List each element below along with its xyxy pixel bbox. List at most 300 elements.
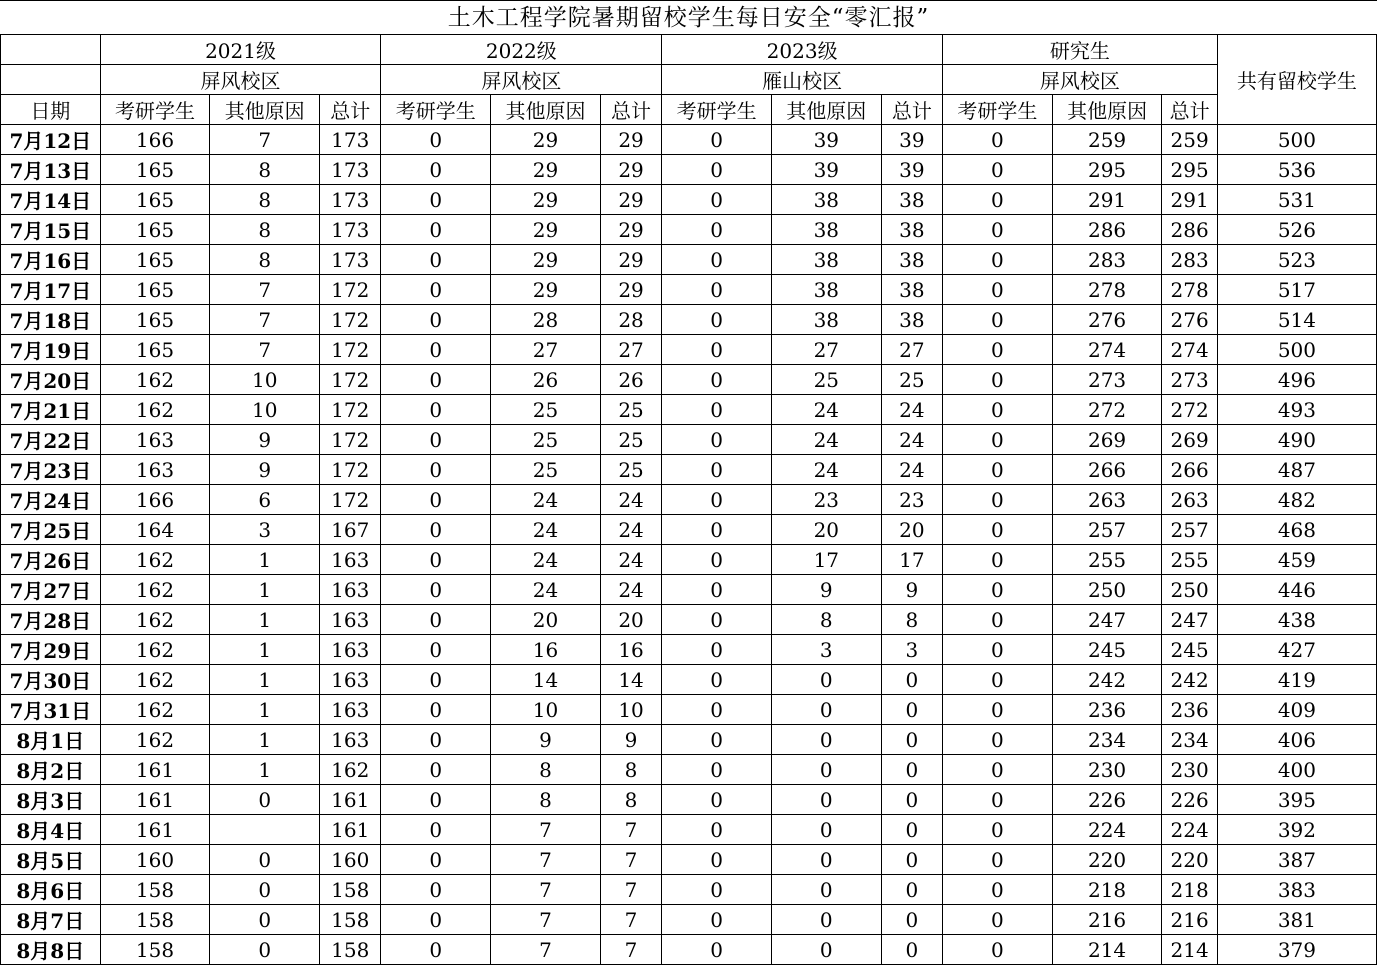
value-cell: 27: [600, 335, 661, 365]
value-cell: 286: [1052, 215, 1162, 245]
total-students-cell: 536: [1217, 155, 1376, 185]
table-row: [1, 515, 1377, 545]
value-cell: 0: [943, 815, 1053, 845]
value-cell: 0: [662, 155, 772, 185]
value-cell: 161: [100, 815, 210, 845]
value-cell: 0: [943, 425, 1053, 455]
value-cell: 166: [100, 125, 210, 155]
value-cell: 0: [771, 695, 881, 725]
value-cell: 7: [491, 845, 601, 875]
value-cell: 20: [881, 515, 942, 545]
value-cell: 0: [381, 275, 491, 305]
total-students-cell: 482: [1217, 485, 1376, 515]
value-cell: 7: [210, 335, 320, 365]
date-cell: 7月22日: [1, 425, 101, 455]
value-cell: 0: [381, 395, 491, 425]
value-cell: 0: [943, 455, 1053, 485]
value-cell: 0: [662, 875, 772, 905]
value-cell: 173: [320, 125, 381, 155]
date-cell: 7月17日: [1, 275, 101, 305]
value-cell: 0: [943, 545, 1053, 575]
value-cell: 276: [1162, 305, 1217, 335]
value-cell: 0: [662, 755, 772, 785]
value-cell: 7: [491, 935, 601, 965]
value-cell: 162: [100, 695, 210, 725]
value-cell: 25: [600, 455, 661, 485]
value-cell: 172: [320, 455, 381, 485]
value-cell: 224: [1162, 815, 1217, 845]
value-cell: 29: [600, 125, 661, 155]
value-cell: 7: [600, 905, 661, 935]
value-cell: 0: [662, 815, 772, 845]
value-cell: 38: [771, 275, 881, 305]
value-cell: 24: [491, 485, 601, 515]
date-cell: 7月26日: [1, 545, 101, 575]
date-cell: 7月16日: [1, 245, 101, 275]
value-cell: 7: [600, 845, 661, 875]
header-empty-cell: [1, 35, 101, 65]
table-row: [1, 545, 1377, 575]
value-cell: 0: [381, 545, 491, 575]
value-cell: 250: [1052, 575, 1162, 605]
value-cell: 39: [771, 125, 881, 155]
value-cell: 7: [491, 875, 601, 905]
value-cell: 0: [210, 905, 320, 935]
table-row: [1, 335, 1377, 365]
value-cell: 0: [943, 725, 1053, 755]
value-cell: 242: [1052, 665, 1162, 695]
total-students-cell: 526: [1217, 215, 1376, 245]
value-cell: 165: [100, 305, 210, 335]
value-cell: 161: [100, 755, 210, 785]
value-cell: 24: [600, 515, 661, 545]
value-cell: 173: [320, 245, 381, 275]
value-cell: 172: [320, 365, 381, 395]
total-students-cell: 500: [1217, 335, 1376, 365]
value-cell: 0: [943, 905, 1053, 935]
value-cell: 162: [100, 725, 210, 755]
grade-header-2022: 2022级: [381, 35, 662, 65]
value-cell: 0: [381, 875, 491, 905]
value-cell: 161: [320, 785, 381, 815]
total-students-cell: 381: [1217, 905, 1376, 935]
table-row: [1, 215, 1377, 245]
value-cell: 283: [1162, 245, 1217, 275]
value-cell: 17: [881, 545, 942, 575]
value-cell: 0: [943, 305, 1053, 335]
value-cell: 0: [943, 185, 1053, 215]
total-students-cell: 514: [1217, 305, 1376, 335]
col-header-exam: 考研学生: [381, 95, 491, 125]
value-cell: 0: [210, 875, 320, 905]
table-row: [1, 425, 1377, 455]
value-cell: 0: [943, 875, 1053, 905]
table-row: [1, 815, 1377, 845]
value-cell: 0: [771, 845, 881, 875]
value-cell: 0: [662, 455, 772, 485]
table-row: [1, 665, 1377, 695]
total-students-cell: 468: [1217, 515, 1376, 545]
value-cell: 230: [1052, 755, 1162, 785]
date-cell: 7月31日: [1, 695, 101, 725]
value-cell: 8: [600, 785, 661, 815]
value-cell: 8: [600, 755, 661, 785]
value-cell: 0: [771, 665, 881, 695]
value-cell: 220: [1052, 845, 1162, 875]
value-cell: 38: [771, 185, 881, 215]
value-cell: 7: [600, 875, 661, 905]
value-cell: 163: [320, 725, 381, 755]
date-cell: 7月18日: [1, 305, 101, 335]
value-cell: 9: [771, 575, 881, 605]
value-cell: 162: [100, 665, 210, 695]
campus-header-2023: 雁山校区: [662, 65, 943, 95]
date-cell: 8月4日: [1, 815, 101, 845]
value-cell: 163: [320, 695, 381, 725]
value-cell: 9: [491, 725, 601, 755]
value-cell: 23: [771, 485, 881, 515]
total-students-cell: 490: [1217, 425, 1376, 455]
col-header-total: 总计: [320, 95, 381, 125]
value-cell: 17: [771, 545, 881, 575]
value-cell: 20: [771, 515, 881, 545]
total-students-cell: 387: [1217, 845, 1376, 875]
value-cell: 0: [662, 635, 772, 665]
value-cell: 0: [662, 185, 772, 215]
value-cell: 165: [100, 155, 210, 185]
value-cell: 7: [210, 305, 320, 335]
value-cell: 27: [491, 335, 601, 365]
value-cell: 0: [662, 365, 772, 395]
value-cell: 216: [1162, 905, 1217, 935]
value-cell: 272: [1162, 395, 1217, 425]
value-cell: 242: [1162, 665, 1217, 695]
value-cell: 0: [210, 785, 320, 815]
value-cell: 24: [491, 575, 601, 605]
value-cell: 257: [1052, 515, 1162, 545]
value-cell: 0: [943, 245, 1053, 275]
value-cell: 1: [210, 725, 320, 755]
value-cell: 0: [381, 845, 491, 875]
value-cell: 0: [771, 785, 881, 815]
value-cell: 0: [771, 725, 881, 755]
value-cell: 163: [100, 425, 210, 455]
value-cell: 160: [100, 845, 210, 875]
value-cell: 273: [1162, 365, 1217, 395]
value-cell: 172: [320, 485, 381, 515]
value-cell: 0: [662, 275, 772, 305]
date-column-header: 日期: [1, 95, 101, 125]
value-cell: 0: [881, 905, 942, 935]
date-cell: 7月29日: [1, 635, 101, 665]
value-cell: 7: [491, 815, 601, 845]
date-cell: 7月19日: [1, 335, 101, 365]
table-row: [1, 935, 1377, 965]
total-students-cell: 517: [1217, 275, 1376, 305]
table-row: [1, 245, 1377, 275]
value-cell: 165: [100, 335, 210, 365]
value-cell: 218: [1162, 875, 1217, 905]
value-cell: 28: [600, 305, 661, 335]
value-cell: 0: [943, 275, 1053, 305]
value-cell: 0: [771, 935, 881, 965]
col-header-other: 其他原因: [491, 95, 601, 125]
value-cell: 3: [210, 515, 320, 545]
value-cell: 162: [100, 575, 210, 605]
value-cell: 165: [100, 185, 210, 215]
table-row: [1, 185, 1377, 215]
value-cell: 8: [771, 605, 881, 635]
value-cell: 0: [381, 515, 491, 545]
col-header-total: 总计: [881, 95, 942, 125]
value-cell: 25: [491, 395, 601, 425]
value-cell: 286: [1162, 215, 1217, 245]
value-cell: 165: [100, 245, 210, 275]
value-cell: 0: [381, 575, 491, 605]
table-body: [1, 125, 1377, 965]
value-cell: 6: [210, 485, 320, 515]
value-cell: 0: [662, 515, 772, 545]
grade-header-graduate: 研究生: [943, 35, 1218, 65]
value-cell: 295: [1052, 155, 1162, 185]
value-cell: 0: [381, 245, 491, 275]
col-header-other: 其他原因: [771, 95, 881, 125]
value-cell: 7: [600, 815, 661, 845]
value-cell: 165: [100, 215, 210, 245]
campus-header-graduate: 屏风校区: [943, 65, 1218, 95]
value-cell: 10: [210, 365, 320, 395]
value-cell: 7: [210, 275, 320, 305]
value-cell: 278: [1162, 275, 1217, 305]
total-students-cell: 446: [1217, 575, 1376, 605]
table-row: [1, 155, 1377, 185]
value-cell: 0: [662, 305, 772, 335]
value-cell: 0: [881, 815, 942, 845]
value-cell: 0: [381, 935, 491, 965]
value-cell: 24: [491, 515, 601, 545]
value-cell: 25: [491, 425, 601, 455]
value-cell: 0: [881, 695, 942, 725]
value-cell: 173: [320, 215, 381, 245]
value-cell: 234: [1162, 725, 1217, 755]
value-cell: 0: [771, 755, 881, 785]
value-cell: 158: [100, 875, 210, 905]
value-cell: 230: [1162, 755, 1217, 785]
value-cell: 1: [210, 635, 320, 665]
value-cell: 214: [1052, 935, 1162, 965]
value-cell: 29: [600, 155, 661, 185]
value-cell: 38: [771, 215, 881, 245]
value-cell: 29: [491, 215, 601, 245]
col-header-exam: 考研学生: [100, 95, 210, 125]
value-cell: 38: [881, 185, 942, 215]
value-cell: 0: [943, 785, 1053, 815]
total-students-cell: 406: [1217, 725, 1376, 755]
value-cell: 0: [662, 905, 772, 935]
value-cell: 214: [1162, 935, 1217, 965]
value-cell: 1: [210, 605, 320, 635]
value-cell: 39: [881, 155, 942, 185]
value-cell: 16: [600, 635, 661, 665]
date-cell: 7月24日: [1, 485, 101, 515]
value-cell: 216: [1052, 905, 1162, 935]
value-cell: 9: [881, 575, 942, 605]
date-cell: 7月30日: [1, 665, 101, 695]
value-cell: 166: [100, 485, 210, 515]
date-cell: 7月27日: [1, 575, 101, 605]
value-cell: 0: [771, 875, 881, 905]
value-cell: 0: [943, 695, 1053, 725]
value-cell: 0: [881, 785, 942, 815]
value-cell: 0: [881, 665, 942, 695]
value-cell: 172: [320, 275, 381, 305]
value-cell: 295: [1162, 155, 1217, 185]
value-cell: 0: [943, 365, 1053, 395]
value-cell: 158: [100, 905, 210, 935]
value-cell: 24: [771, 425, 881, 455]
value-cell: 0: [381, 785, 491, 815]
value-cell: 24: [600, 575, 661, 605]
value-cell: 158: [320, 905, 381, 935]
value-cell: 283: [1052, 245, 1162, 275]
value-cell: 0: [662, 605, 772, 635]
value-cell: 1: [210, 545, 320, 575]
date-cell: 8月2日: [1, 755, 101, 785]
value-cell: 29: [491, 155, 601, 185]
date-cell: 8月5日: [1, 845, 101, 875]
value-cell: 164: [100, 515, 210, 545]
value-cell: 0: [381, 305, 491, 335]
date-cell: 7月13日: [1, 155, 101, 185]
table-row: [1, 635, 1377, 665]
value-cell: 0: [943, 125, 1053, 155]
date-cell: 7月14日: [1, 185, 101, 215]
value-cell: 24: [491, 545, 601, 575]
value-cell: 29: [491, 125, 601, 155]
value-cell: 272: [1052, 395, 1162, 425]
table-row: [1, 125, 1377, 155]
table-row: [1, 365, 1377, 395]
total-students-cell: 409: [1217, 695, 1376, 725]
total-students-cell: 419: [1217, 665, 1376, 695]
value-cell: 0: [381, 905, 491, 935]
value-cell: 14: [491, 665, 601, 695]
date-cell: 8月8日: [1, 935, 101, 965]
value-cell: 27: [771, 335, 881, 365]
table-header: [1, 35, 1377, 125]
value-cell: 161: [320, 815, 381, 845]
value-cell: 26: [491, 365, 601, 395]
value-cell: 162: [100, 395, 210, 425]
value-cell: 173: [320, 155, 381, 185]
value-cell: 0: [381, 725, 491, 755]
value-cell: 29: [491, 185, 601, 215]
date-cell: 8月3日: [1, 785, 101, 815]
value-cell: 0: [943, 575, 1053, 605]
value-cell: 236: [1052, 695, 1162, 725]
value-cell: 163: [320, 575, 381, 605]
header-row-campus: [1, 65, 1377, 95]
value-cell: 23: [881, 485, 942, 515]
value-cell: 250: [1162, 575, 1217, 605]
header-row-columns: [1, 95, 1377, 125]
value-cell: 29: [600, 245, 661, 275]
value-cell: 266: [1052, 455, 1162, 485]
value-cell: 0: [381, 455, 491, 485]
value-cell: 0: [381, 815, 491, 845]
value-cell: 0: [381, 185, 491, 215]
table-row: [1, 695, 1377, 725]
value-cell: 39: [771, 155, 881, 185]
value-cell: 8: [210, 215, 320, 245]
value-cell: 25: [491, 455, 601, 485]
value-cell: 3: [771, 635, 881, 665]
value-cell: 172: [320, 335, 381, 365]
value-cell: 172: [320, 425, 381, 455]
value-cell: 0: [381, 125, 491, 155]
value-cell: 0: [381, 755, 491, 785]
value-cell: 0: [662, 935, 772, 965]
value-cell: 158: [320, 875, 381, 905]
value-cell: 0: [662, 785, 772, 815]
value-cell: 278: [1052, 275, 1162, 305]
value-cell: 167: [320, 515, 381, 545]
table-row: [1, 305, 1377, 335]
value-cell: 163: [320, 545, 381, 575]
value-cell: 9: [600, 725, 661, 755]
value-cell: 0: [381, 215, 491, 245]
value-cell: 158: [320, 935, 381, 965]
value-cell: 0: [381, 485, 491, 515]
value-cell: 276: [1052, 305, 1162, 335]
value-cell: 14: [600, 665, 661, 695]
date-cell: 7月23日: [1, 455, 101, 485]
value-cell: 162: [100, 635, 210, 665]
total-students-cell: 427: [1217, 635, 1376, 665]
value-cell: 0: [943, 845, 1053, 875]
table-row: [1, 725, 1377, 755]
col-header-exam: 考研学生: [662, 95, 772, 125]
value-cell: 0: [943, 485, 1053, 515]
value-cell: 163: [320, 635, 381, 665]
total-students-cell: 400: [1217, 755, 1376, 785]
grade-header-2023: 2023级: [662, 35, 943, 65]
value-cell: 8: [210, 155, 320, 185]
value-cell: [210, 815, 320, 845]
header-row-grade: [1, 35, 1377, 65]
value-cell: 274: [1052, 335, 1162, 365]
value-cell: 255: [1162, 545, 1217, 575]
table-row: [1, 905, 1377, 935]
value-cell: 24: [600, 485, 661, 515]
value-cell: 29: [600, 275, 661, 305]
total-students-cell: 523: [1217, 245, 1376, 275]
value-cell: 8: [210, 245, 320, 275]
value-cell: 158: [100, 935, 210, 965]
col-header-exam: 考研学生: [943, 95, 1053, 125]
value-cell: 25: [771, 365, 881, 395]
date-cell: 8月1日: [1, 725, 101, 755]
date-cell: 7月21日: [1, 395, 101, 425]
value-cell: 8: [491, 785, 601, 815]
value-cell: 226: [1052, 785, 1162, 815]
table-row: [1, 845, 1377, 875]
value-cell: 173: [320, 185, 381, 215]
value-cell: 1: [210, 665, 320, 695]
value-cell: 226: [1162, 785, 1217, 815]
value-cell: 38: [771, 245, 881, 275]
value-cell: 29: [600, 215, 661, 245]
